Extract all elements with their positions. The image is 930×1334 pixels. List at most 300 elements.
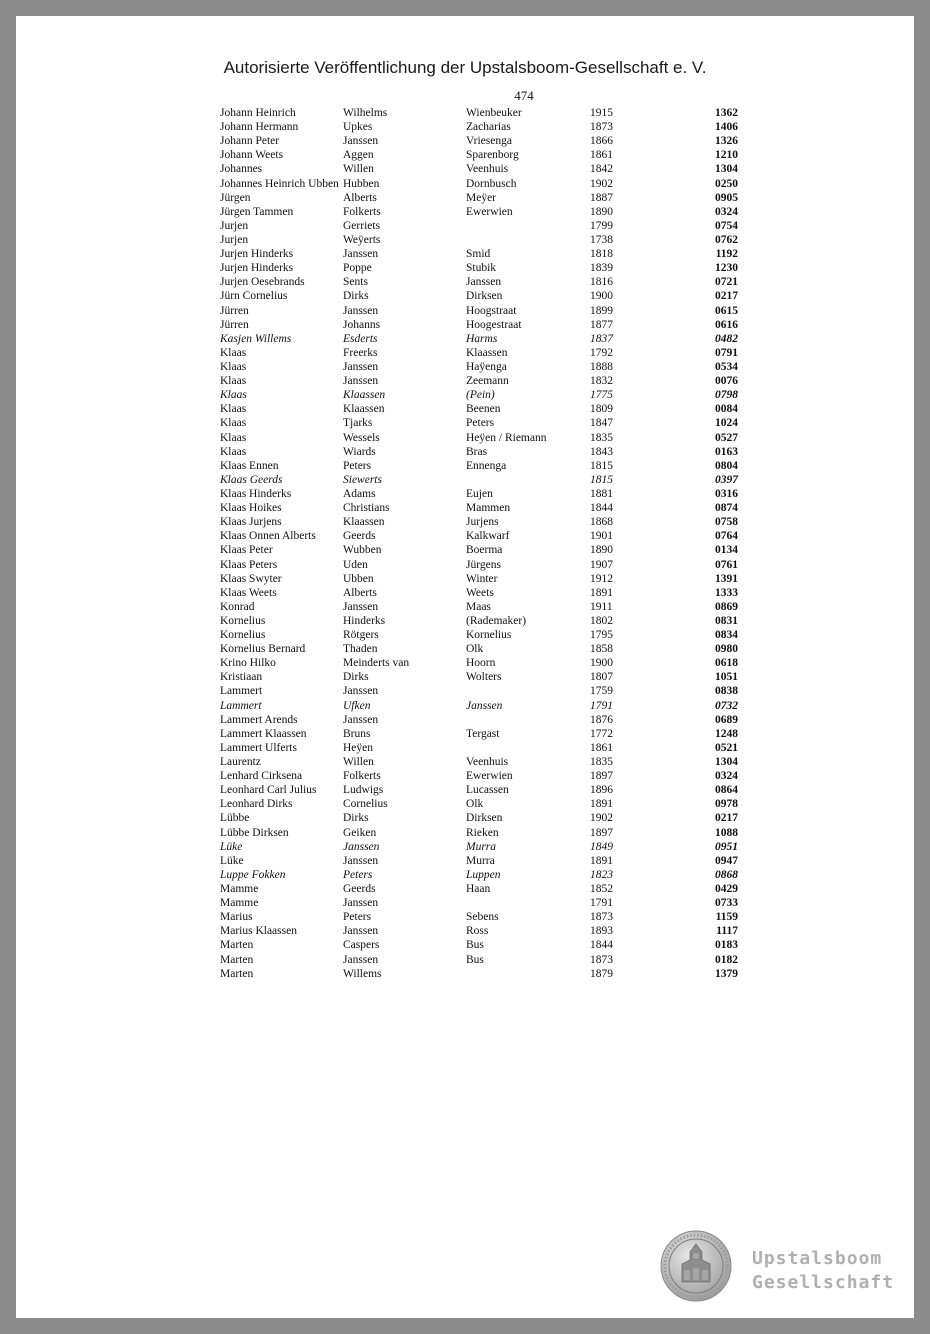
first-name-cell: Kornelius bbox=[220, 629, 266, 642]
record-id-cell: 1379 bbox=[715, 967, 738, 980]
record-id-cell: 0616 bbox=[715, 318, 738, 331]
place-cell: Murra bbox=[466, 854, 495, 867]
surname-cell: Willems bbox=[343, 967, 382, 980]
surname-cell: Janssen bbox=[343, 897, 379, 910]
place-cell: Bus bbox=[466, 939, 484, 952]
first-name-cell: Johann Peter bbox=[220, 135, 280, 148]
place-cell: Wienbeuker bbox=[466, 107, 522, 119]
surname-cell: Dirks bbox=[343, 290, 369, 303]
surname-cell: Peters bbox=[343, 459, 372, 472]
table-row bbox=[0, 741, 930, 755]
place-cell: Janssen bbox=[466, 276, 502, 289]
table-row bbox=[0, 924, 930, 938]
surname-cell: Dirks bbox=[343, 812, 369, 825]
first-name-cell: Jurjen Hinderks bbox=[220, 262, 294, 275]
year-cell: 1791 bbox=[590, 699, 613, 712]
record-id-cell: 0831 bbox=[715, 614, 738, 627]
place-cell: Sebens bbox=[466, 911, 499, 924]
table-row bbox=[0, 670, 930, 684]
surname-cell: Wiards bbox=[343, 445, 376, 458]
place-cell: Harms bbox=[466, 332, 498, 345]
table-row bbox=[0, 205, 930, 219]
surname-cell: Klaassen bbox=[343, 516, 385, 529]
table-row bbox=[0, 558, 930, 572]
first-name-cell: Jurjen Hinderks bbox=[220, 248, 294, 261]
surname-cell: Ubben bbox=[343, 572, 374, 585]
place-cell: Ewerwien bbox=[466, 205, 513, 218]
first-name-cell: Kornelius bbox=[220, 614, 266, 627]
year-cell: 1791 bbox=[590, 897, 613, 910]
brand-name-line1: Upstalsboom bbox=[752, 1248, 883, 1269]
first-name-cell: Lammert Klaassen bbox=[220, 727, 307, 740]
year-cell: 1907 bbox=[590, 558, 613, 571]
record-id-cell: 0084 bbox=[715, 403, 738, 416]
first-name-cell: Jürren bbox=[220, 318, 249, 331]
table-row bbox=[0, 487, 930, 501]
table-row bbox=[0, 275, 930, 289]
year-cell: 1843 bbox=[590, 445, 613, 458]
place-cell: Meÿer bbox=[466, 191, 497, 204]
surname-cell: Rötgers bbox=[343, 629, 379, 642]
table-row bbox=[0, 614, 930, 628]
surname-cell: Wilhelms bbox=[343, 107, 388, 119]
place-cell: Kalkwarf bbox=[466, 530, 510, 543]
first-name-cell: Lübbe Dirksen bbox=[220, 826, 289, 839]
surname-cell: Willen bbox=[343, 756, 374, 769]
place-cell: Ross bbox=[466, 925, 489, 938]
surname-cell: Janssen bbox=[343, 600, 379, 613]
year-cell: 1888 bbox=[590, 360, 613, 373]
record-id-cell: 1362 bbox=[715, 107, 738, 119]
place-cell: Hoogestraat bbox=[466, 318, 522, 331]
table-row bbox=[0, 797, 930, 811]
record-id-cell: 0758 bbox=[715, 516, 738, 529]
first-name-cell: Klaas Jurjens bbox=[220, 516, 282, 529]
record-id-cell: 0618 bbox=[715, 657, 738, 670]
table-row bbox=[0, 360, 930, 374]
table-row bbox=[0, 374, 930, 388]
record-id-cell: 0874 bbox=[715, 502, 738, 515]
year-cell: 1816 bbox=[590, 276, 613, 289]
year-cell: 1890 bbox=[590, 205, 613, 218]
table-row bbox=[0, 854, 930, 868]
first-name-cell: Marten bbox=[220, 967, 254, 980]
table-row bbox=[0, 402, 930, 416]
place-cell: Rieken bbox=[466, 826, 499, 839]
first-name-cell: Klaas bbox=[220, 431, 247, 444]
first-name-cell: Luppe Fokken bbox=[220, 868, 286, 881]
first-name-cell: Marten bbox=[220, 939, 254, 952]
table-row bbox=[0, 431, 930, 445]
first-name-cell: Lüke bbox=[220, 854, 244, 867]
surname-cell: Janssen bbox=[343, 713, 379, 726]
brand-name-line2: Gesellschaft bbox=[752, 1272, 895, 1293]
first-name-cell: Konrad bbox=[220, 600, 255, 613]
year-cell: 1881 bbox=[590, 487, 613, 500]
record-id-cell: 0429 bbox=[715, 883, 738, 896]
place-cell: Hoogstraat bbox=[466, 304, 517, 317]
record-id-cell: 0762 bbox=[715, 233, 738, 246]
year-cell: 1877 bbox=[590, 318, 613, 331]
year-cell: 1844 bbox=[590, 502, 613, 515]
first-name-cell: Jürren bbox=[220, 304, 249, 317]
table-row bbox=[0, 289, 930, 303]
table-row bbox=[0, 445, 930, 459]
surname-cell: Alberts bbox=[343, 191, 377, 204]
year-cell: 1852 bbox=[590, 883, 613, 896]
surname-cell: Wubben bbox=[343, 544, 382, 557]
table-row bbox=[0, 896, 930, 910]
table-row bbox=[0, 586, 930, 600]
year-cell: 1900 bbox=[590, 657, 613, 670]
record-id-cell: 0764 bbox=[715, 530, 738, 543]
record-id-cell: 0397 bbox=[715, 473, 738, 486]
place-cell: Sparenborg bbox=[466, 149, 519, 162]
table-row bbox=[0, 953, 930, 967]
surname-cell: Janssen bbox=[343, 248, 379, 261]
table-row bbox=[0, 769, 930, 783]
first-name-cell: Marten bbox=[220, 953, 254, 966]
table-row bbox=[0, 318, 930, 332]
first-name-cell: Klaas Hoikes bbox=[220, 502, 282, 515]
year-cell: 1893 bbox=[590, 925, 613, 938]
year-cell: 1858 bbox=[590, 643, 613, 656]
year-cell: 1832 bbox=[590, 375, 613, 388]
first-name-cell: Mamme bbox=[220, 897, 259, 910]
record-id-cell: 0947 bbox=[715, 854, 738, 867]
record-id-cell: 0980 bbox=[715, 643, 738, 656]
record-id-cell: 1248 bbox=[715, 727, 738, 740]
first-name-cell: Klaas bbox=[220, 417, 247, 430]
table-row bbox=[0, 416, 930, 430]
record-id-cell: 0134 bbox=[715, 544, 738, 557]
place-cell: Bus bbox=[466, 953, 484, 966]
year-cell: 1837 bbox=[590, 332, 613, 345]
year-cell: 1911 bbox=[590, 600, 613, 613]
first-name-cell: Mamme bbox=[220, 883, 259, 896]
year-cell: 1915 bbox=[590, 107, 613, 119]
first-name-cell: Jurjen bbox=[220, 233, 249, 246]
first-name-cell: Klaas bbox=[220, 403, 247, 416]
year-cell: 1866 bbox=[590, 135, 613, 148]
first-name-cell: Klaas Hinderks bbox=[220, 487, 292, 500]
place-cell: Dirksen bbox=[466, 812, 503, 825]
record-id-cell: 0324 bbox=[715, 770, 738, 783]
first-name-cell: Klaas bbox=[220, 375, 247, 388]
place-cell: Veenhuis bbox=[466, 163, 509, 176]
record-id-cell: 0183 bbox=[715, 939, 738, 952]
table-row bbox=[0, 529, 930, 543]
place-cell: Dornbusch bbox=[466, 177, 517, 190]
record-id-cell: 0905 bbox=[715, 191, 738, 204]
place-cell: Klaassen bbox=[466, 346, 508, 359]
surname-cell: Willen bbox=[343, 163, 374, 176]
first-name-cell: Klaas Swyter bbox=[220, 572, 282, 585]
first-name-cell: Jurjen Oesebrands bbox=[220, 276, 305, 289]
surname-cell: Hinderks bbox=[343, 614, 386, 627]
surname-cell: Tjarks bbox=[343, 417, 373, 430]
page-number: 474 bbox=[514, 88, 534, 103]
surname-cell: Janssen bbox=[343, 304, 379, 317]
place-cell: Lucassen bbox=[466, 784, 509, 797]
place-cell: Smid bbox=[466, 248, 491, 261]
record-id-cell: 0978 bbox=[715, 798, 738, 811]
place-cell: Winter bbox=[466, 572, 498, 585]
table-row bbox=[0, 346, 930, 360]
first-name-cell: Kasjen Willems bbox=[220, 332, 292, 345]
record-id-cell: 0217 bbox=[715, 812, 738, 825]
first-name-cell: Klaas bbox=[220, 389, 247, 402]
record-id-cell: 0527 bbox=[715, 431, 738, 444]
table-row bbox=[0, 162, 930, 176]
surname-cell: Janssen bbox=[343, 135, 379, 148]
year-cell: 1795 bbox=[590, 629, 613, 642]
table-row bbox=[0, 459, 930, 473]
table-row bbox=[0, 177, 930, 191]
surname-cell: Caspers bbox=[343, 939, 380, 952]
place-cell: Zeemann bbox=[466, 375, 509, 388]
first-name-cell: Marius bbox=[220, 911, 253, 924]
table-row bbox=[0, 783, 930, 797]
year-cell: 1815 bbox=[590, 473, 613, 486]
year-cell: 1890 bbox=[590, 544, 613, 557]
record-id-cell: 0521 bbox=[715, 741, 738, 754]
place-cell: Beenen bbox=[466, 403, 501, 416]
record-id-cell: 1192 bbox=[715, 248, 738, 261]
year-cell: 1842 bbox=[590, 163, 613, 176]
record-id-cell: 0733 bbox=[715, 897, 738, 910]
record-id-cell: 1210 bbox=[715, 149, 738, 162]
table-row bbox=[0, 967, 930, 981]
year-cell: 1775 bbox=[590, 389, 613, 402]
record-id-cell: 0804 bbox=[715, 459, 738, 472]
first-name-cell: Lammert Arends bbox=[220, 713, 298, 726]
record-id-cell: 1406 bbox=[715, 121, 738, 134]
place-cell: (Pein) bbox=[466, 389, 495, 402]
first-name-cell: Johannes bbox=[220, 163, 263, 176]
place-cell: Peters bbox=[466, 417, 495, 430]
place-cell: Ennenga bbox=[466, 459, 507, 472]
record-id-cell: 0791 bbox=[715, 346, 738, 359]
record-id-cell: 1024 bbox=[715, 417, 738, 430]
place-cell: Maas bbox=[466, 600, 491, 613]
year-cell: 1835 bbox=[590, 431, 613, 444]
table-row bbox=[0, 191, 930, 205]
surname-cell: Weÿerts bbox=[343, 233, 381, 246]
record-id-cell: 0689 bbox=[715, 713, 738, 726]
table-row bbox=[0, 388, 930, 402]
surname-cell: Wessels bbox=[343, 431, 380, 444]
surname-cell: Dirks bbox=[343, 671, 369, 684]
place-cell: Luppen bbox=[466, 868, 501, 881]
record-id-cell: 0838 bbox=[715, 685, 738, 698]
surname-cell: Geerds bbox=[343, 883, 376, 896]
record-id-cell: 1391 bbox=[715, 572, 738, 585]
surname-cell: Janssen bbox=[343, 685, 379, 698]
table-row bbox=[0, 332, 930, 346]
table-row bbox=[0, 233, 930, 247]
record-id-cell: 0864 bbox=[715, 784, 738, 797]
table-row bbox=[0, 811, 930, 825]
place-cell: Jurjens bbox=[466, 516, 499, 529]
table-row bbox=[0, 642, 930, 656]
year-cell: 1849 bbox=[590, 840, 613, 853]
year-cell: 1861 bbox=[590, 149, 613, 162]
table-row bbox=[0, 840, 930, 854]
place-cell: Mammen bbox=[466, 502, 511, 515]
surname-cell: Ludwigs bbox=[343, 784, 384, 797]
seal-logo-icon bbox=[660, 1230, 732, 1302]
surname-cell: Meinderts van bbox=[343, 657, 410, 670]
table-row bbox=[0, 261, 930, 275]
surname-cell: Bruns bbox=[343, 727, 371, 740]
first-name-cell: Klaas bbox=[220, 346, 247, 359]
place-cell: Boerma bbox=[466, 544, 503, 557]
year-cell: 1902 bbox=[590, 177, 613, 190]
year-cell: 1899 bbox=[590, 304, 613, 317]
record-id-cell: 1088 bbox=[715, 826, 738, 839]
record-id-cell: 0250 bbox=[715, 177, 738, 190]
table-row bbox=[0, 106, 930, 120]
surname-cell: Sents bbox=[343, 276, 368, 289]
page-header-title: Autorisierte Veröffentlichung der Upstalsboom-Gesellschaft e. V. bbox=[223, 58, 707, 77]
record-id-cell: 0721 bbox=[715, 276, 738, 289]
year-cell: 1844 bbox=[590, 939, 613, 952]
table-row bbox=[0, 755, 930, 769]
year-cell: 1897 bbox=[590, 826, 613, 839]
record-id-cell: 1304 bbox=[715, 163, 738, 176]
first-name-cell: Laurentz bbox=[220, 756, 261, 769]
first-name-cell: Klaas Ennen bbox=[220, 459, 279, 472]
surname-cell: Klaassen bbox=[343, 403, 385, 416]
year-cell: 1772 bbox=[590, 727, 613, 740]
place-cell: Hoorn bbox=[466, 657, 496, 670]
record-id-cell: 0798 bbox=[715, 389, 738, 402]
year-cell: 1823 bbox=[590, 868, 613, 881]
record-id-cell: 1051 bbox=[715, 671, 738, 684]
place-cell: Eujen bbox=[466, 487, 493, 500]
year-cell: 1891 bbox=[590, 586, 613, 599]
table-row bbox=[0, 882, 930, 896]
surname-cell: Hubben bbox=[343, 177, 380, 190]
place-cell: Olk bbox=[466, 643, 484, 656]
surname-cell: Thaden bbox=[343, 643, 378, 656]
year-cell: 1799 bbox=[590, 219, 613, 232]
place-cell: Jürgens bbox=[466, 558, 501, 571]
record-id-cell: 0754 bbox=[715, 219, 738, 232]
year-cell: 1847 bbox=[590, 417, 613, 430]
year-cell: 1900 bbox=[590, 290, 613, 303]
place-cell: Dirksen bbox=[466, 290, 503, 303]
record-id-cell: 0732 bbox=[715, 699, 738, 712]
surname-cell: Poppe bbox=[343, 262, 372, 275]
first-name-cell: Leonhard Carl Julius bbox=[220, 784, 317, 797]
record-id-cell: 0615 bbox=[715, 304, 738, 317]
surname-cell: Cornelius bbox=[343, 798, 388, 811]
table-row bbox=[0, 219, 930, 233]
year-cell: 1901 bbox=[590, 530, 613, 543]
table-row bbox=[0, 572, 930, 586]
year-cell: 1839 bbox=[590, 262, 613, 275]
first-name-cell: Klaas Geerds bbox=[220, 473, 283, 486]
table-row bbox=[0, 515, 930, 529]
place-cell: Haÿenga bbox=[466, 360, 507, 373]
surname-cell: Janssen bbox=[343, 925, 379, 938]
surname-cell: Esderts bbox=[343, 332, 378, 345]
surname-cell: Janssen bbox=[343, 360, 379, 373]
record-id-cell: 1117 bbox=[716, 925, 738, 938]
place-cell: Weets bbox=[466, 586, 494, 599]
first-name-cell: Jürn Cornelius bbox=[220, 290, 288, 303]
place-cell: Janssen bbox=[466, 699, 503, 712]
year-cell: 1792 bbox=[590, 346, 613, 359]
first-name-cell: Klaas Weets bbox=[220, 586, 277, 599]
first-name-cell: Johann Hermann bbox=[220, 121, 299, 134]
table-row bbox=[0, 713, 930, 727]
record-id-cell: 0316 bbox=[715, 487, 738, 500]
year-cell: 1891 bbox=[590, 798, 613, 811]
table-row bbox=[0, 148, 930, 162]
first-name-cell: Kristiaan bbox=[220, 671, 263, 684]
table-row bbox=[0, 628, 930, 642]
surname-cell: Geiken bbox=[343, 826, 377, 839]
surname-cell: Folkerts bbox=[343, 770, 381, 783]
place-cell: Veenhuis bbox=[466, 756, 509, 769]
surname-cell: Klaassen bbox=[343, 389, 386, 402]
year-cell: 1802 bbox=[590, 614, 613, 627]
first-name-cell: Lammert bbox=[220, 699, 262, 712]
record-id-cell: 0869 bbox=[715, 600, 738, 613]
surname-cell: Freerks bbox=[343, 346, 378, 359]
place-cell: Ewerwien bbox=[466, 770, 513, 783]
table-row bbox=[0, 938, 930, 952]
table-row bbox=[0, 304, 930, 318]
place-cell: Tergast bbox=[466, 727, 500, 740]
record-id-cell: 0324 bbox=[715, 205, 738, 218]
record-id-cell: 0951 bbox=[715, 840, 738, 853]
surname-cell: Aggen bbox=[343, 149, 374, 162]
year-cell: 1891 bbox=[590, 854, 613, 867]
record-id-cell: 0182 bbox=[715, 953, 738, 966]
table-row bbox=[0, 826, 930, 840]
place-cell: Stubik bbox=[466, 262, 497, 275]
first-name-cell: Krino Hilko bbox=[220, 657, 276, 670]
table-row bbox=[0, 910, 930, 924]
table-row bbox=[0, 134, 930, 148]
table-row bbox=[0, 473, 930, 487]
first-name-cell: Lammert bbox=[220, 685, 263, 698]
surname-cell: Janssen bbox=[343, 375, 379, 388]
record-id-cell: 0868 bbox=[715, 868, 738, 881]
first-name-cell: Jurjen bbox=[220, 219, 249, 232]
table-row bbox=[0, 868, 930, 882]
surname-cell: Siewerts bbox=[343, 473, 382, 486]
place-cell: Murra bbox=[466, 840, 497, 853]
place-cell: Haan bbox=[466, 883, 491, 896]
year-cell: 1873 bbox=[590, 953, 613, 966]
first-name-cell: Lenhard Cirksena bbox=[220, 770, 303, 783]
table-row bbox=[0, 501, 930, 515]
record-id-cell: 0534 bbox=[715, 360, 738, 373]
year-cell: 1897 bbox=[590, 770, 613, 783]
record-id-cell: 1230 bbox=[715, 262, 738, 275]
year-cell: 1818 bbox=[590, 248, 613, 261]
place-cell: Zacharias bbox=[466, 121, 511, 134]
first-name-cell: Jürgen Tammen bbox=[220, 205, 294, 218]
year-cell: 1873 bbox=[590, 911, 613, 924]
first-name-cell: Marius Klaassen bbox=[220, 925, 297, 938]
place-cell: (Rademaker) bbox=[466, 614, 527, 627]
